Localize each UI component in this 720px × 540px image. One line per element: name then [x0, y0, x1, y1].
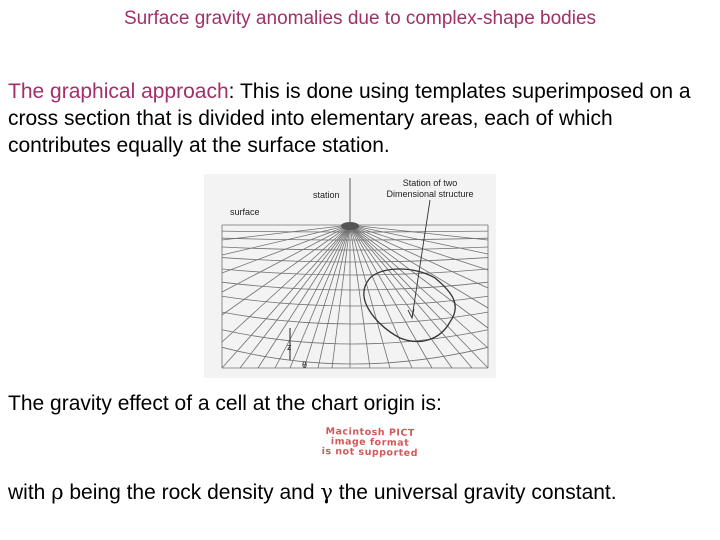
slide-title: Surface gravity anomalies due to complex-shape bodies [123, 8, 597, 29]
pict-line-3: is not supported [321, 445, 419, 460]
theta-label: θ [302, 360, 308, 370]
cell-effect-text: The gravity effect of a cell at the chart origin is: [8, 392, 442, 415]
rho-symbol: ρ [51, 480, 64, 504]
definition-part-1: with [8, 481, 52, 504]
surface-label: surface [230, 207, 260, 217]
station-marker [341, 222, 359, 230]
station-label: station [313, 190, 340, 200]
station-2d-label: Station of two Dimensional structure [386, 178, 474, 199]
z-label: z [287, 342, 292, 352]
definition-line [8, 480, 617, 505]
definition-part-2: being the rock density and [63, 481, 321, 504]
intro-text: : This is done using templates superimposed on a cross section that is divided into elementary areas, each of which contributes equally at the surface station. [8, 80, 691, 157]
definition-part-3: the universal gravity constant. [332, 481, 617, 504]
intro-highlight: The graphical approach [8, 80, 229, 103]
pict-line-2: image format [330, 436, 410, 449]
pict-line-1: Macintosh PICT [325, 426, 415, 439]
pict-placeholder-image [285, 426, 456, 460]
template-figure [200, 170, 500, 380]
gamma-symbol: γ [320, 480, 333, 504]
template-chart [200, 170, 500, 380]
intro-paragraph [8, 78, 713, 159]
